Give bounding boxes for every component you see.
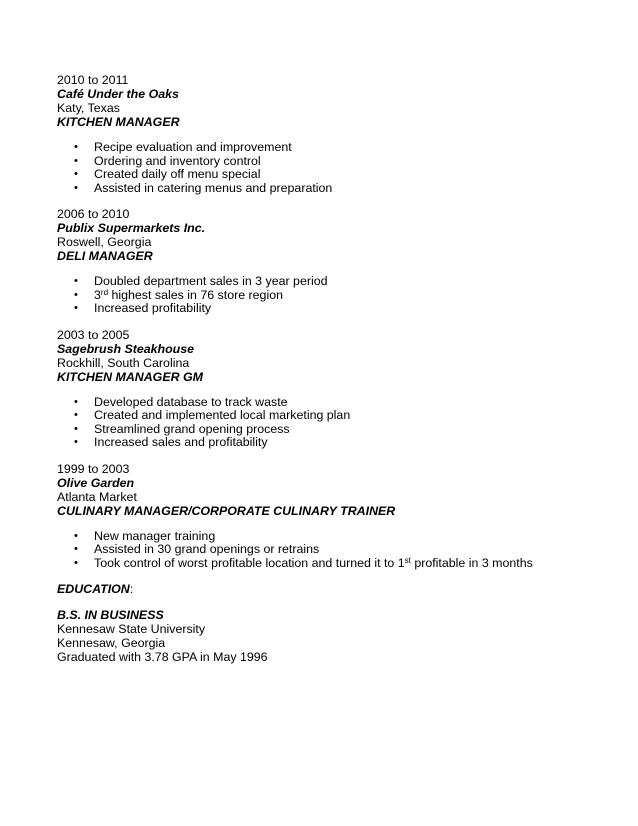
education-degree: B.S. IN BUSINESS xyxy=(57,608,164,622)
job-employer: Publix Supermarkets Inc. xyxy=(57,221,206,235)
bullet-icon: • xyxy=(74,181,78,194)
bullet-icon: • xyxy=(74,395,78,408)
job-dates: 2010 to 2011 xyxy=(57,73,129,87)
bullet-icon: • xyxy=(74,141,78,153)
bullet-icon: • xyxy=(74,556,78,569)
bullet-icon: • xyxy=(74,275,78,287)
list-item: • Increased profitability xyxy=(74,301,212,315)
list-item: • Ordering and inventory control xyxy=(74,153,261,168)
education-note: Graduated with 3.78 GPA in May 1996 xyxy=(57,650,268,664)
job-location: Katy, Texas xyxy=(57,101,120,115)
job-entry xyxy=(57,73,617,195)
bullet-icon: • xyxy=(74,154,78,167)
resume-page xyxy=(57,73,617,664)
job-location: Roswell, Georgia xyxy=(57,235,152,249)
education-section xyxy=(57,582,617,664)
job-dates: 2006 to 2010 xyxy=(57,207,130,221)
job-bullet-list xyxy=(57,530,617,571)
job-employer: Café Under the Oaks xyxy=(57,87,179,101)
list-item: • Created and implemented local marketing plan xyxy=(74,408,351,422)
bullet-icon: • xyxy=(74,422,78,435)
education-location: Kennesaw, Georgia xyxy=(57,636,166,650)
education-school: Kennesaw State University xyxy=(57,622,206,636)
job-dates: 1999 to 2003 xyxy=(57,461,130,476)
list-item: • Doubled department sales in 3 year period xyxy=(74,274,328,288)
bullet-icon: • xyxy=(74,436,78,448)
bullet-icon: • xyxy=(74,543,78,555)
bullet-icon: • xyxy=(74,288,78,301)
job-entry xyxy=(57,328,617,450)
job-employer: Olive Garden xyxy=(57,475,135,490)
bullet-icon: • xyxy=(74,302,78,314)
list-item: • Took control of worst profitable location and turned it to 1st profitable in 3 months xyxy=(74,555,533,570)
job-bullet-list xyxy=(57,141,617,195)
list-item: • Developed database to track waste xyxy=(74,394,288,409)
list-item: • 3rd highest sales in 76 store region xyxy=(74,287,283,302)
job-title: KITCHEN MANAGER GM xyxy=(57,369,203,384)
list-item: • Recipe evaluation and improvement xyxy=(74,140,292,154)
list-item: • Created daily off menu special xyxy=(74,167,261,181)
job-title: KITCHEN MANAGER xyxy=(57,115,180,129)
job-location: Atlanta Market xyxy=(57,489,137,504)
bullet-icon: • xyxy=(74,529,78,542)
job-bullet-list xyxy=(57,275,617,316)
list-item: • Streamlined grand opening process xyxy=(74,421,290,436)
job-title: DELI MANAGER xyxy=(57,249,153,263)
job-entry xyxy=(57,207,617,316)
job-employer: Sagebrush Steakhouse xyxy=(57,341,195,356)
job-bullet-list xyxy=(57,396,617,450)
list-item: • Assisted in catering menus and preparation xyxy=(74,180,333,195)
list-item: • Assisted in 30 grand openings or retrains xyxy=(74,542,320,556)
bullet-icon: • xyxy=(74,409,78,421)
job-dates: 2003 to 2005 xyxy=(57,327,130,342)
job-title: CULINARY MANAGER/CORPORATE CULINARY TRAINER xyxy=(57,503,396,518)
job-location: Rockhill, South Carolina xyxy=(57,355,190,370)
education-heading: EDUCATION: xyxy=(57,582,134,596)
list-item: • New manager training xyxy=(74,528,216,543)
bullet-icon: • xyxy=(74,168,78,180)
list-item: • Increased sales and profitability xyxy=(74,435,268,449)
job-entry xyxy=(57,462,617,571)
